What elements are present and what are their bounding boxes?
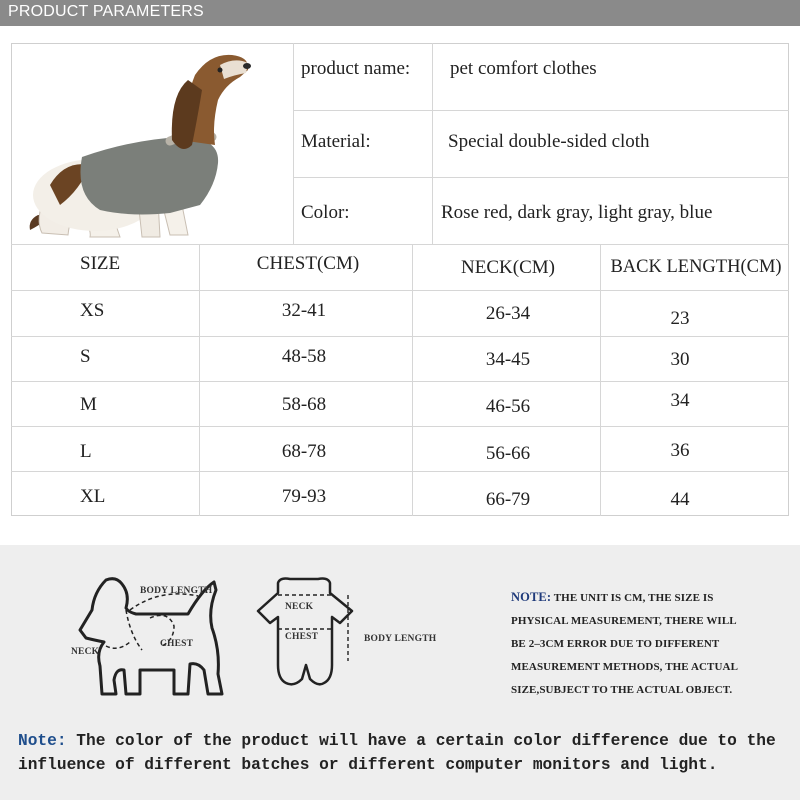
- table-cell-chest: 58-68: [281, 394, 327, 415]
- note-line: SIZE,SUBJECT TO THE ACTUAL OBJECT.: [511, 684, 733, 696]
- divider: [11, 471, 789, 472]
- diagram-label-body-length-clothes: BODY LENGTH: [364, 634, 437, 644]
- table-cell-size: XL: [80, 486, 106, 507]
- divider: [11, 426, 789, 427]
- table-cell-chest: 32-41: [281, 300, 327, 321]
- table-cell-back: 44: [670, 489, 690, 510]
- size-header: SIZE: [80, 253, 121, 274]
- divider: [11, 381, 789, 382]
- measurement-note: [511, 586, 781, 702]
- diagram-label-chest: CHEST: [160, 639, 194, 649]
- table-cell-size: XS: [80, 300, 105, 321]
- table-cell-back: 30: [670, 349, 690, 370]
- table-cell-back: 23: [670, 308, 690, 329]
- note-line: THE UNIT IS CM, THE SIZE IS: [551, 592, 714, 604]
- neck-header: NECK(CM): [461, 257, 555, 278]
- material-value: Special double-sided cloth: [448, 131, 650, 152]
- diagram-label-neck: NECK: [71, 647, 100, 657]
- table-cell-size: M: [80, 394, 97, 415]
- diagram-label-chest-clothes: CHEST: [285, 632, 319, 642]
- divider: [293, 110, 789, 111]
- diagram-label-neck-clothes: NECK: [285, 602, 314, 612]
- note-text: The color of the product will have a certain color difference due to the influence of different batches or different computer monitors and light.: [18, 732, 776, 774]
- table-cell-neck: 46-56: [485, 396, 531, 417]
- note-line: PHYSICAL MEASUREMENT, THERE WILL: [511, 615, 737, 627]
- table-cell-chest: 79-93: [281, 486, 327, 507]
- note-line: BE 2–3CM ERROR DUE TO DIFFERENT: [511, 638, 720, 650]
- divider: [412, 244, 413, 516]
- back-length-header: BACK LENGTH(CM): [610, 257, 782, 277]
- chest-header: CHEST(CM): [256, 253, 360, 274]
- table-cell-chest: 48-58: [281, 346, 327, 367]
- divider: [432, 43, 433, 244]
- note-line: MEASUREMENT METHODS, THE ACTUAL: [511, 661, 739, 673]
- diagram-label-body-length: BODY LENGTH: [140, 586, 213, 596]
- product-name-value: pet comfort clothes: [450, 58, 597, 79]
- divider: [293, 43, 294, 244]
- divider: [293, 177, 789, 178]
- table-cell-chest: 68-78: [281, 441, 327, 462]
- page-title: PRODUCT PARAMETERS: [8, 3, 204, 20]
- note-head: NOTE:: [511, 590, 552, 604]
- dog-photo: [20, 45, 280, 240]
- table-cell-neck: 26-34: [485, 303, 531, 324]
- product-name-label: product name:: [301, 58, 411, 79]
- table-cell-size: S: [80, 346, 91, 367]
- header-bar: [0, 0, 800, 26]
- table-cell-back: 36: [670, 440, 690, 461]
- color-label: Color:: [301, 202, 350, 223]
- divider: [199, 244, 200, 516]
- table-cell-neck: 56-66: [485, 443, 531, 464]
- table-cell-size: L: [80, 441, 92, 462]
- table-cell-neck: 34-45: [485, 349, 531, 370]
- divider: [600, 244, 601, 516]
- color-difference-note: [18, 729, 788, 777]
- divider: [11, 290, 789, 291]
- color-value: Rose red, dark gray, light gray, blue: [441, 202, 713, 223]
- divider: [11, 244, 789, 245]
- divider: [11, 336, 789, 337]
- note-label: Note:: [18, 732, 67, 750]
- table-cell-neck: 66-79: [485, 489, 531, 510]
- material-label: Material:: [301, 131, 371, 152]
- table-cell-back: 34: [670, 390, 690, 411]
